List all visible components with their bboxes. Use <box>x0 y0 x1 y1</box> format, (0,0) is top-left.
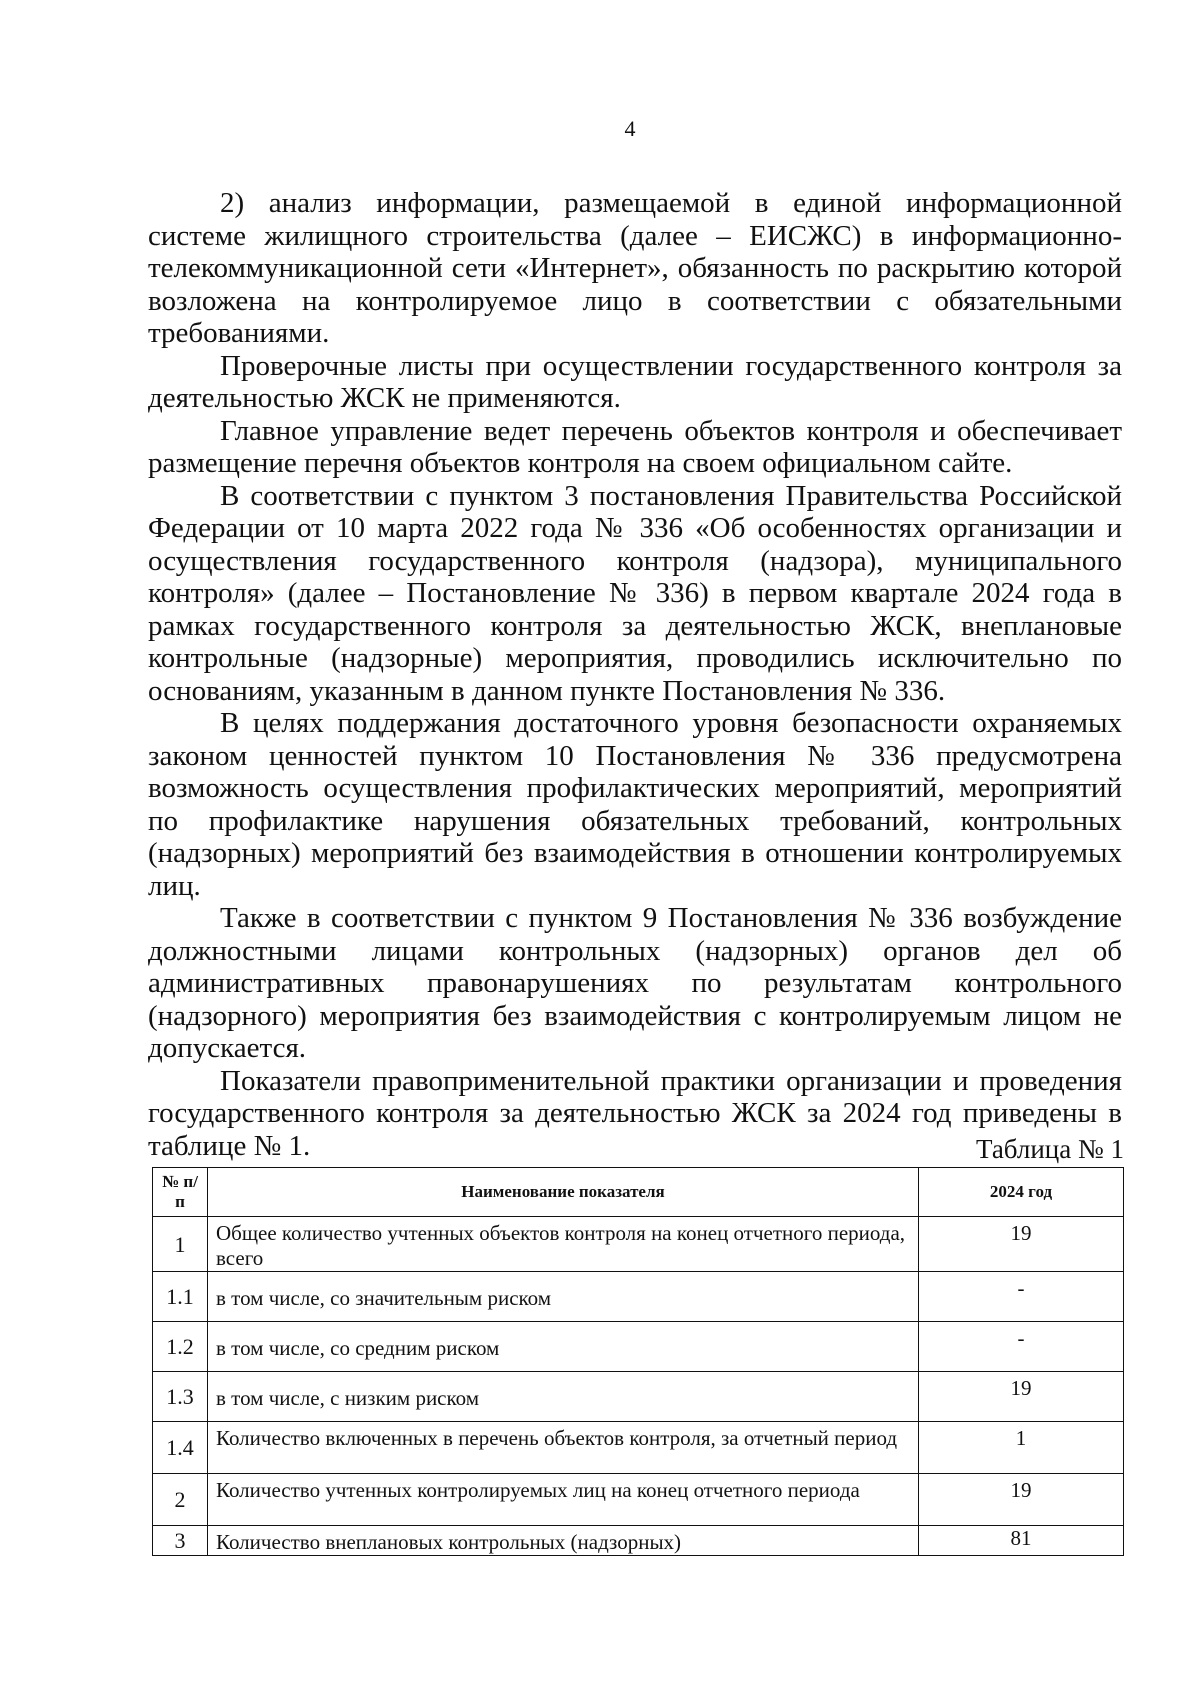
table-row <box>153 1474 1124 1526</box>
document-body <box>148 187 1122 1162</box>
paragraph-analysis: 2) анализ информации, размещаемой в единой информационной системе жилищного строительства (далее – ЕИСЖС) в информационно-телекоммуникационной сети «Интернет», обязанность по раскрытию которой возложена на контролируемое лицо в соответствии с обязательными требованиями. <box>148 187 1122 349</box>
row-name: Количество включенных в перечень объектов контроля, за отчетный период <box>208 1422 919 1474</box>
table-row <box>153 1217 1124 1272</box>
table-row <box>153 1372 1124 1422</box>
row-name: Количество учтенных контролируемых лиц на конец отчетного периода <box>208 1474 919 1526</box>
row-num: 1.1 <box>153 1272 208 1322</box>
row-value: 1 <box>919 1422 1124 1474</box>
row-name: в том числе, с низким риском <box>208 1372 919 1422</box>
row-name: Количество внеплановых контрольных (надзорных) <box>208 1526 919 1556</box>
paragraph-indicators-intro: Показатели правоприменительной практики организации и проведения государственного контроля за деятельностью ЖСК за 2024 год приведены в таблице № 1. <box>148 1064 1122 1162</box>
row-num: 3 <box>153 1526 208 1556</box>
table-row <box>153 1272 1124 1322</box>
row-value: 19 <box>919 1474 1124 1526</box>
paragraph-registry: Главное управление ведет перечень объектов контроля и обеспечивает размещение перечня объектов контроля на своем официальном сайте. <box>148 414 1122 479</box>
row-name: в том числе, со значительным риском <box>208 1272 919 1322</box>
row-num: 1.2 <box>153 1322 208 1372</box>
header-value: 2024 год <box>919 1168 1124 1217</box>
row-num: 1.4 <box>153 1422 208 1474</box>
row-value: - <box>919 1322 1124 1372</box>
table-header-row <box>153 1168 1124 1217</box>
table-row <box>153 1322 1124 1372</box>
row-value: - <box>919 1272 1124 1322</box>
paragraph-administrative: Также в соответствии с пунктом 9 Постановления № 336 возбуждение должностными лицами контрольных (надзорных) органов дел об административных правонарушениях по результатам контрольного (надзорного) мероприятия без взаимодействия с контролируемым лицом не допускается. <box>148 902 1122 1064</box>
paragraph-checklists: Проверочные листы при осуществлении государственного контроля за деятельностью ЖСК не применяются. <box>148 349 1122 414</box>
table-caption: Таблица № 1 <box>976 1134 1124 1164</box>
row-num: 2 <box>153 1474 208 1526</box>
table-row <box>153 1526 1124 1556</box>
row-num: 1.3 <box>153 1372 208 1422</box>
row-name: Общее количество учтенных объектов контроля на конец отчетного периода, всего <box>208 1217 919 1272</box>
row-num: 1 <box>153 1217 208 1272</box>
indicators-table <box>152 1167 1124 1556</box>
header-num: № п/п <box>153 1168 208 1217</box>
row-value: 81 <box>919 1526 1124 1556</box>
paragraph-safety: В целях поддержания достаточного уровня безопасности охраняемых законом ценностей пунктом 10 Постановления № 336 предусмотрена возможность осуществления профилактических мероприятий, мероприятий по профилактике нарушения обязательных требований, контрольных (надзорных) мероприятий без взаимодействия в отношении контролируемых лиц. <box>148 707 1122 902</box>
header-name: Наименование показателя <box>208 1168 919 1217</box>
table-row <box>153 1422 1124 1474</box>
paragraph-resolution-336: В соответствии с пунктом 3 постановления Правительства Российской Федерации от 10 марта 2022 года № 336 «Об особенностях организации и осуществления государственного контроля (надзора), муниципального контроля» (далее – Постановление № 336) в первом квартале 2024 года в рамках государственного контроля за деятельностью ЖСК, внеплановые контрольные (надзорные) мероприятия, проводились исключительно по основаниям, указанным в данном пункте Постановления № 336. <box>148 479 1122 707</box>
row-value: 19 <box>919 1217 1124 1272</box>
row-name: в том числе, со средним риском <box>208 1322 919 1372</box>
page-number: 4 <box>624 116 636 141</box>
row-value: 19 <box>919 1372 1124 1422</box>
